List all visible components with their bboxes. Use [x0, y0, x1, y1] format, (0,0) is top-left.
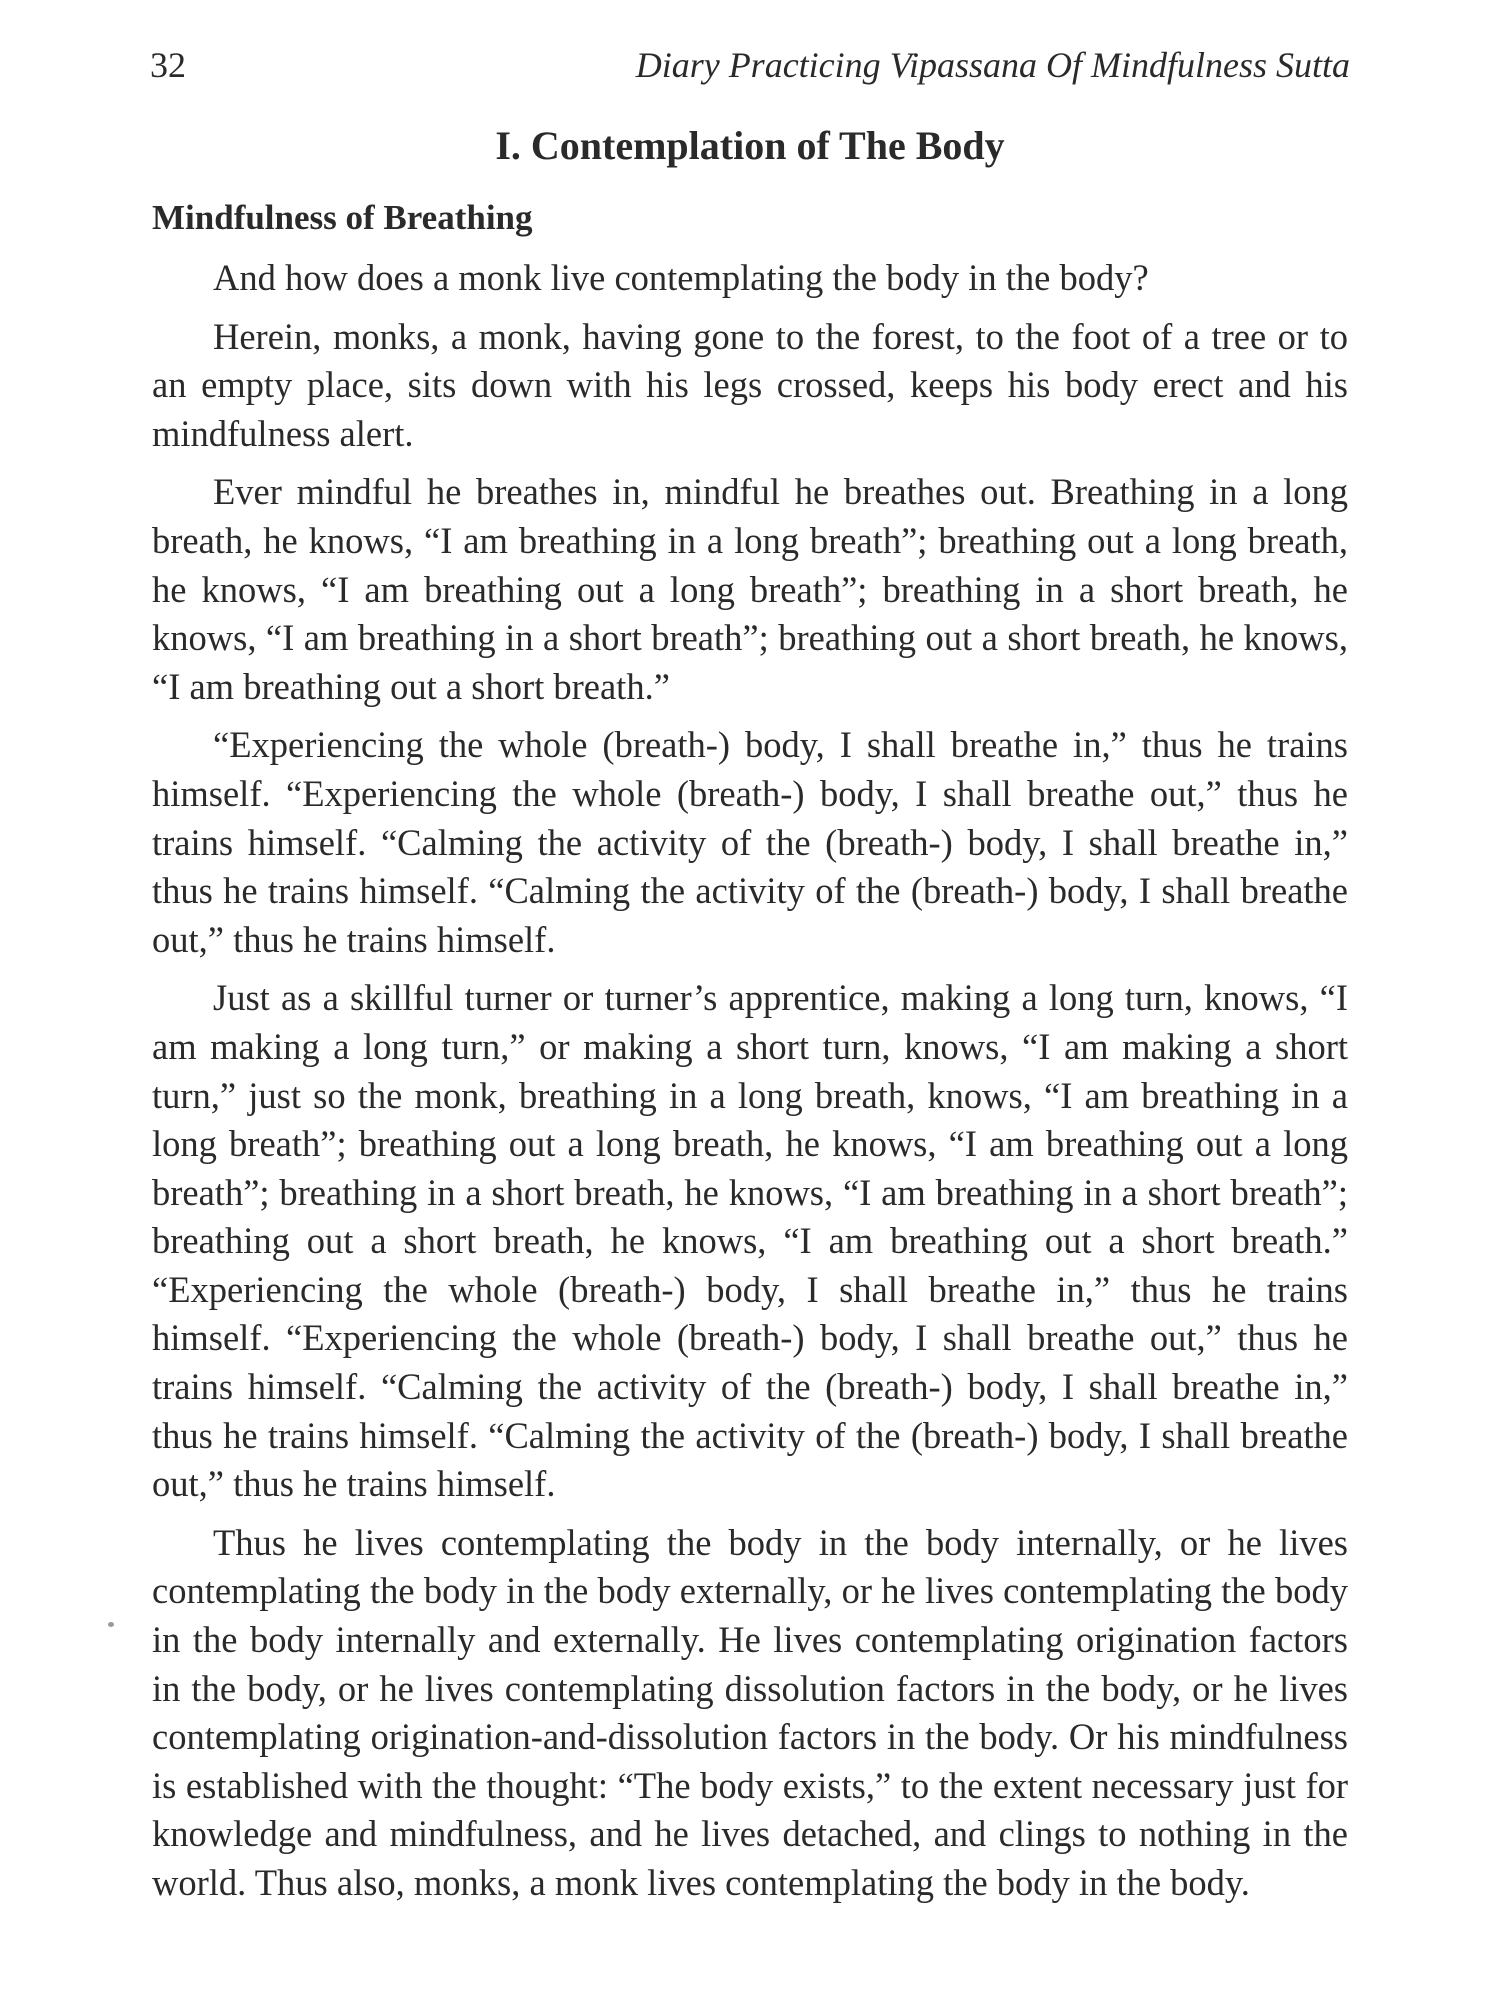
page-number: 32: [150, 45, 186, 85]
running-title: Diary Practicing Vipassana Of Mindfulness Sutta: [635, 45, 1350, 85]
running-head: [150, 40, 1350, 90]
margin-mark: [108, 1622, 114, 1627]
section-title: Mindfulness of Breathing: [152, 198, 533, 237]
chapter-title: I. Contemplation of The Body: [495, 123, 1005, 168]
paragraph: Ever mindful he breathes in, mindful he breathes out. Breathing in a long breath, he knows, “I am breathing in a long breath”; breathing out a long breath, he knows, “I am breathing out a long breath”; breathing in a short breath, he knows, “I am breathing in a short breath”; breathing out a short breath, he knows, “I am breathing out a short breath.”: [152, 471, 1348, 707]
paragraph: Just as a skillful turner or turner’s apprentice, making a long turn, knows, “I am making a long turn,” or making a short turn, knows, “I am making a short turn,” just so the monk, breathing in a long breath, knows, “I am breathing in a long breath”; breathing out a long breath, he knows, “I am breathing out a long breath”; breathing in a short breath, he knows, “I am breathing in a short breath”; breathing out a short breath, he knows, “I am breathing out a short breath.” “Experiencing the whole (breath-) body, I shall breathe in,” thus he trains himself. “Experiencing the whole (breath-) body, I shall breathe out,” thus he trains himself. “Calming the activity of the (breath-) body, I shall breathe in,” thus he trains himself. “Calming the activity of the (breath-) body, I shall breathe out,” thus he trains himself.: [152, 977, 1348, 1505]
paragraph: And how does a monk live contemplating the body in the body?: [213, 257, 1149, 298]
paragraph: “Experiencing the whole (breath-) body, I shall breathe in,” thus he trains himself. “Experiencing the whole (breath-) body, I shall breathe out,” thus he trains himself. “Calming the activity of the (breath-) body, I shall breathe in,” thus he trains himself. “Calming the activity of the (breath-) body, I shall breathe out,” thus he trains himself.: [152, 724, 1348, 960]
paragraph: Thus he lives contemplating the body in the body internally, or he lives contemplating the body in the body externally, or he lives contemplating the body in the body internally and externally. He lives contemplating origination factors in the body, or he lives contemplating dissolution factors in the body, or he lives contemplating origination-and-dissolution factors in the body. Or his mindfulness is established with the thought: “The body exists,” to the extent necessary just for knowledge and mindfulness, and he lives detached, and clings to nothing in the world. Thus also, monks, a monk lives contemplating the body in the body.: [152, 1521, 1348, 1903]
paragraph: Herein, monks, a monk, having gone to the forest, to the foot of a tree or to an empty place, sits down with his legs crossed, keeps his body erect and his mindfulness alert.: [152, 315, 1348, 454]
body-text: [152, 254, 1348, 1918]
